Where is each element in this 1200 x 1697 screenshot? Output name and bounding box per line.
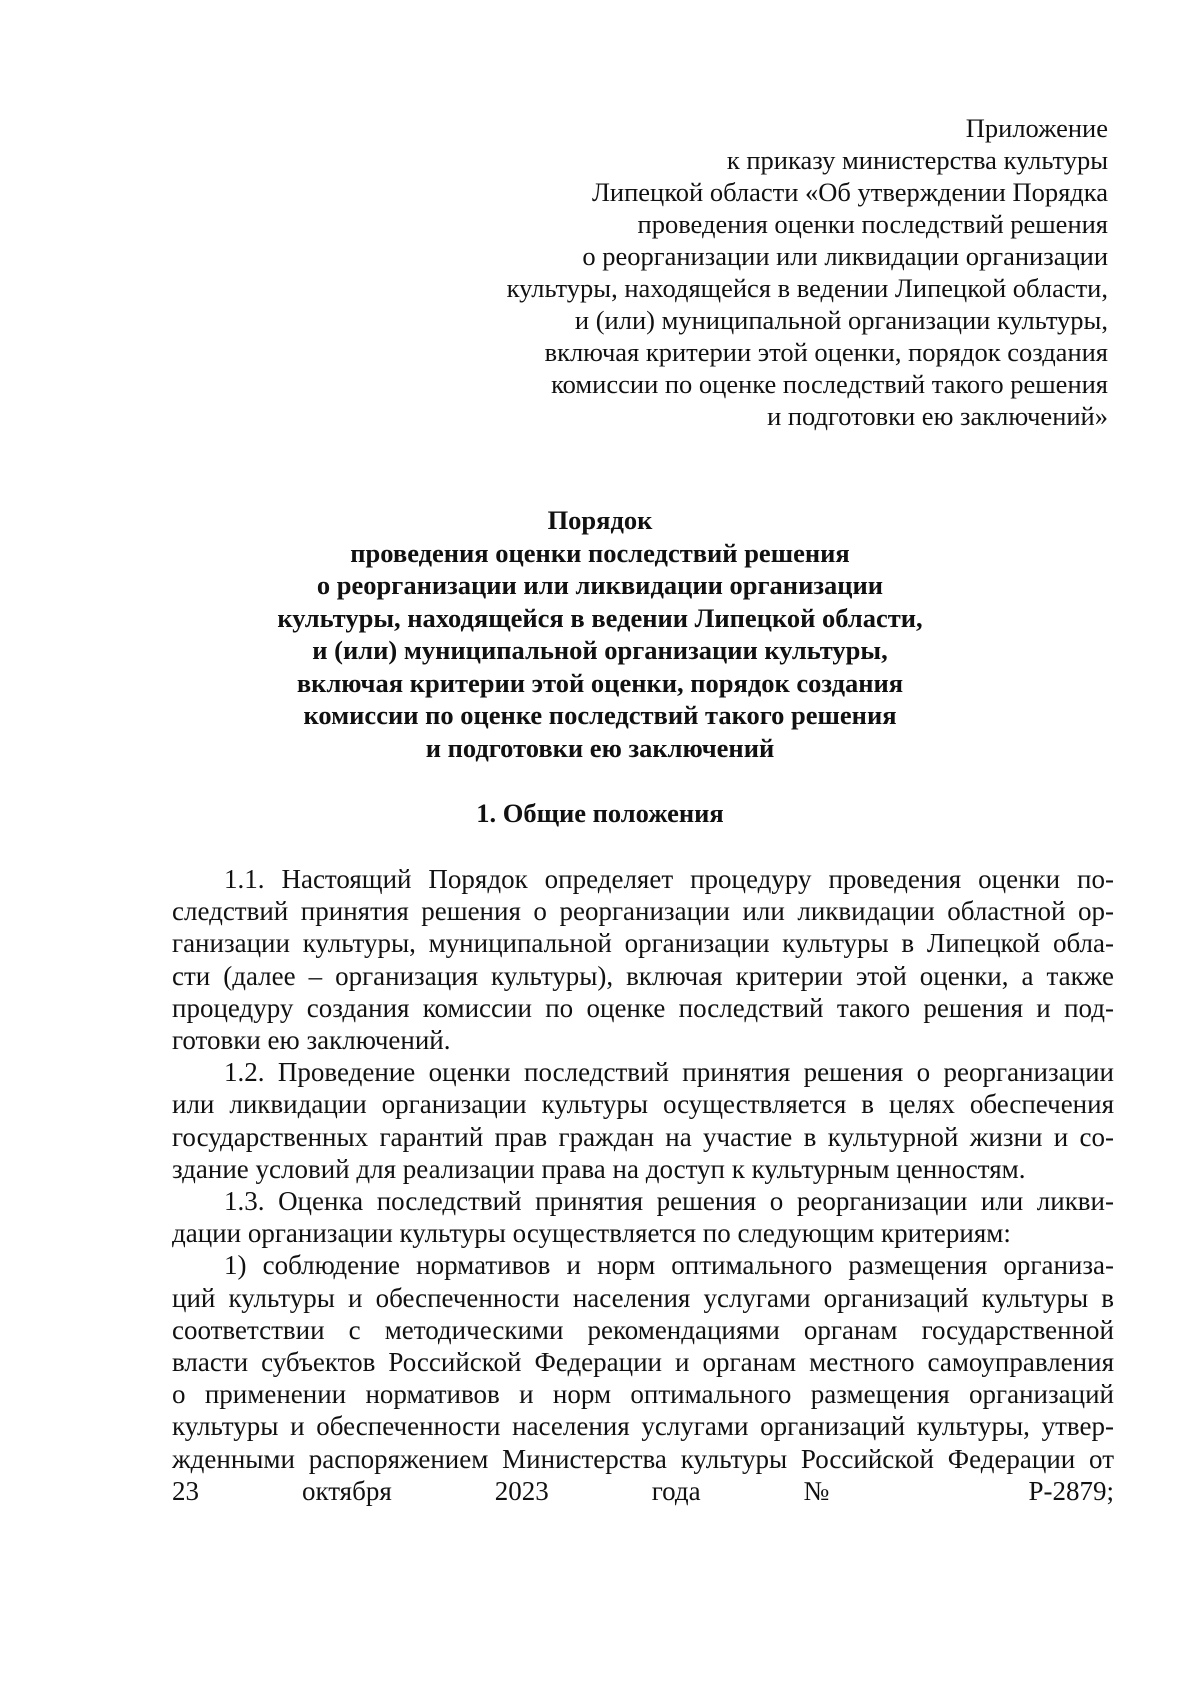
paragraph-line: государственных гарантий прав граждан на участие в культурной жизни и со-	[172, 1121, 1114, 1152]
paragraph-line: власти субъектов Российской Федерации и органам местного самоуправления	[172, 1347, 1114, 1378]
paragraph-line: следствий принятия решения о реорганизации или ликвидации областной ор-	[172, 896, 1114, 927]
appendix-line: Липецкой области «Об утверждении Порядка	[591, 177, 1108, 207]
appendix-line: и (или) муниципальной организации культуры,	[574, 305, 1108, 335]
paragraph-line: сти (далее – организация культуры), включая критерии этой оценки, а также	[172, 960, 1114, 991]
title-line: и подготовки ею заключений	[425, 732, 775, 763]
paragraph-line: 1.1. Настоящий Порядок определяет процедуру проведения оценки по-	[224, 864, 1114, 894]
appendix-note	[408, 112, 1108, 432]
appendix-line: к приказу министерства культуры	[726, 145, 1108, 175]
paragraph-line: культуры и обеспеченности населения услугами организаций культуры, утвер-	[172, 1411, 1114, 1442]
appendix-line: комиссии по оценке последствий такого решения	[551, 369, 1108, 399]
title-line: Порядок	[547, 505, 653, 535]
paragraph-line: ций культуры и обеспеченности населения услугами организаций культуры в	[172, 1282, 1114, 1313]
paragraph-line: готовки ею заключений.	[172, 1025, 451, 1056]
paragraph-line: здание условий для реализации права на доступ к культурным ценностям.	[172, 1153, 1026, 1184]
paragraph-line: ганизации культуры, муниципальной организации культуры в Липецкой обла-	[172, 928, 1114, 959]
paragraph-line: 1) соблюдение нормативов и норм оптимального размещения организа-	[224, 1250, 1114, 1281]
appendix-line: включая критерии этой оценки, порядок создания	[544, 337, 1108, 367]
document-title	[150, 504, 1050, 764]
title-line: включая критерии этой оценки, порядок создания	[296, 667, 904, 698]
paragraph-line: 23 октября 2023 года № Р-2879;	[172, 1475, 1114, 1506]
body-text	[172, 863, 1114, 1507]
appendix-line: Приложение	[965, 113, 1108, 143]
title-line: культуры, находящейся в ведении Липецкой области,	[277, 602, 923, 633]
appendix-line: культуры, находящейся в ведении Липецкой области,	[506, 273, 1108, 303]
paragraph-line: 1.3. Оценка последствий принятия решения о реорганизации или ликви-	[224, 1186, 1114, 1217]
appendix-line: о реорганизации или ликвидации организации	[582, 241, 1108, 271]
paragraph-line: соответствии с методическими рекомендациями органам государственной	[172, 1314, 1114, 1345]
title-line: и (или) муниципальной организации культуры,	[312, 635, 888, 665]
section-heading: 1. Общие положения	[476, 798, 724, 828]
title-line: комиссии по оценке последствий такого решения	[303, 700, 897, 730]
title-line: о реорганизации или ликвидации организации	[316, 570, 884, 600]
title-line: проведения оценки последствий решения	[350, 537, 850, 568]
paragraph-line: жденными распоряжением Министерства культуры Российской Федерации от	[172, 1443, 1114, 1474]
paragraph-line: процедуру создания комиссии по оценке последствий такого решения и под-	[172, 992, 1114, 1023]
paragraph-line: дации организации культуры осуществляется по следующим критериям:	[172, 1218, 1011, 1249]
paragraph-line: о применении нормативов и норм оптимального размещения организаций	[172, 1379, 1114, 1410]
paragraph-line: 1.2. Проведение оценки последствий принятия решения о реорганизации	[224, 1057, 1114, 1088]
paragraph-line: или ликвидации организации культуры осуществляется в целях обеспечения	[172, 1089, 1114, 1120]
appendix-line: и подготовки ею заключений»	[767, 401, 1108, 431]
appendix-line: проведения оценки последствий решения	[637, 209, 1108, 239]
